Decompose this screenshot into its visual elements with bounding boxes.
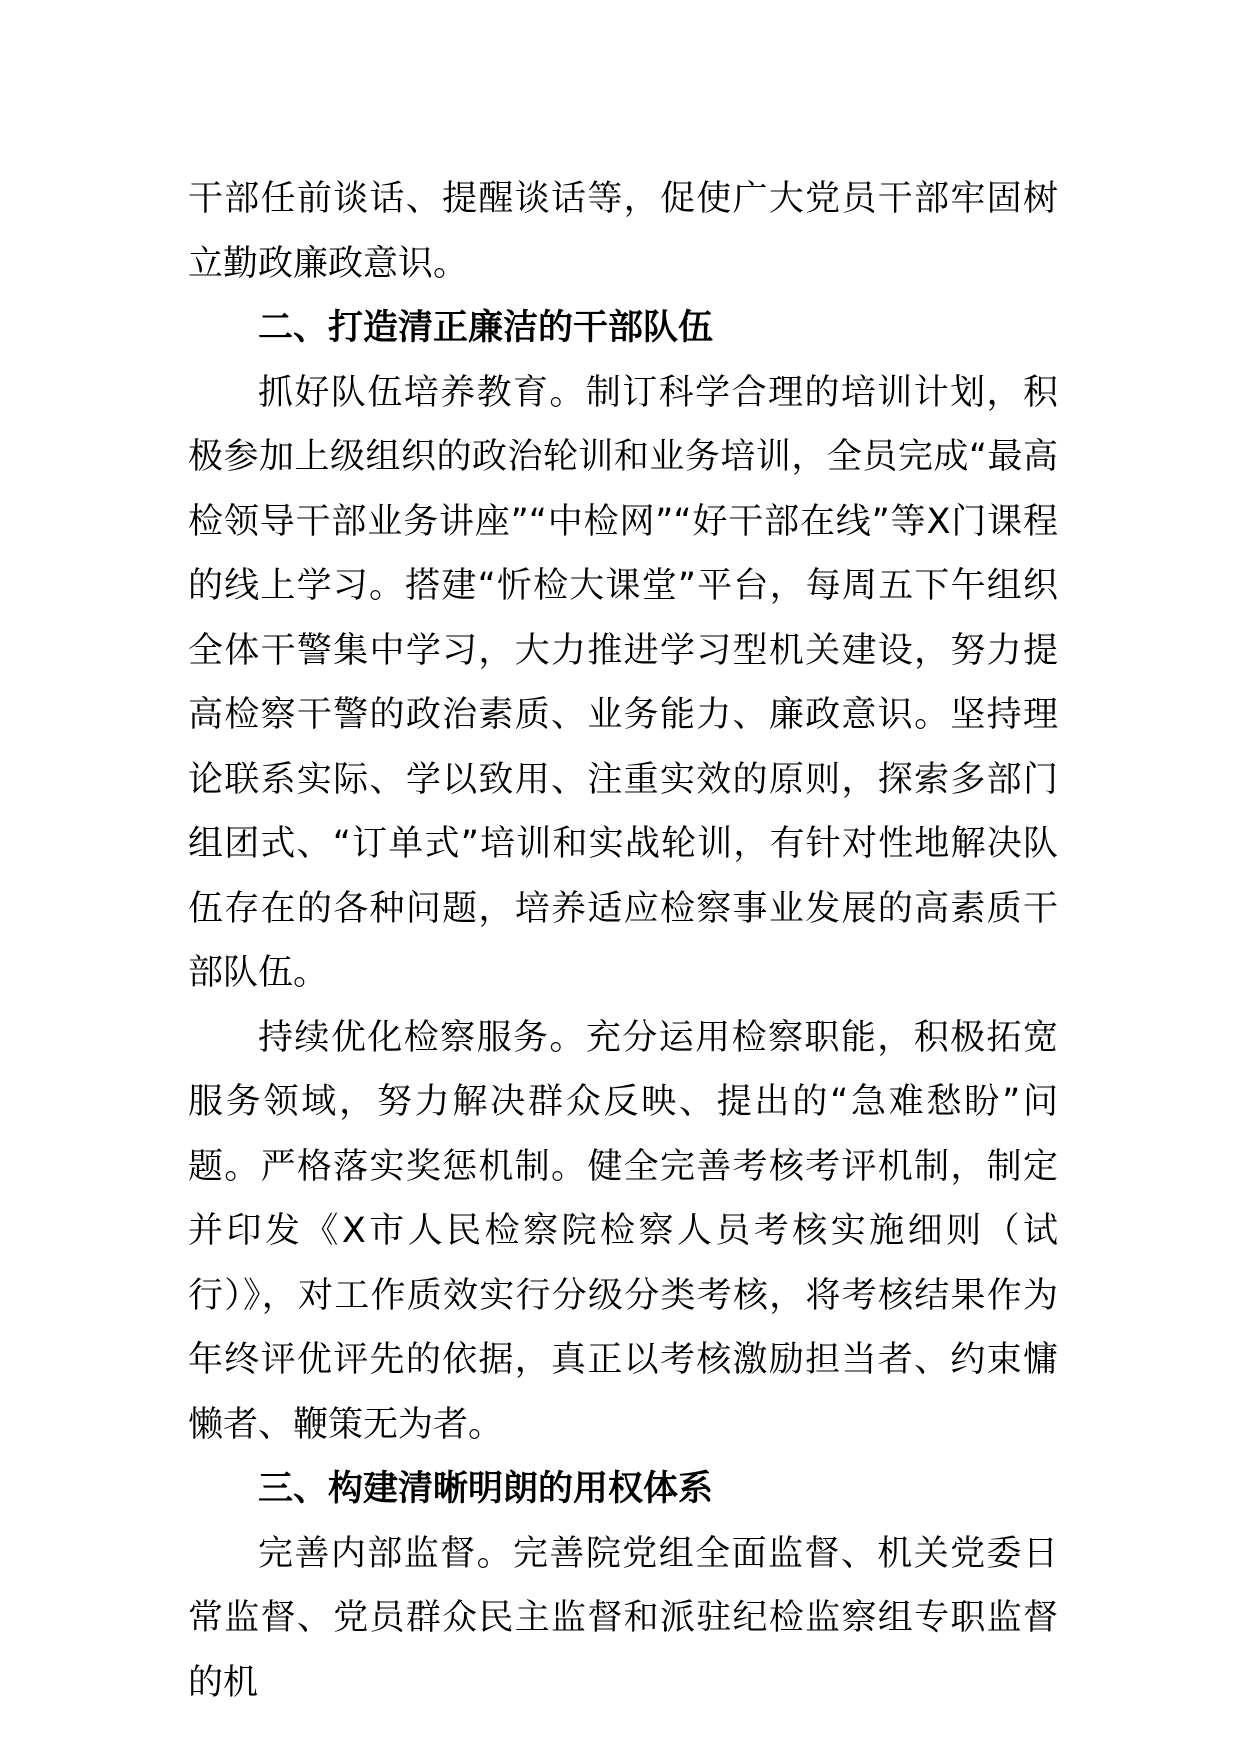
paragraph-supervision: 完善内部监督。完善院党组全面监督、机关党委日常监督、党员群众民主监督和派驻纪检监察组专职监督的机 [188,1533,1058,1703]
section-heading-3: 三、构建清晰明朗的用权体系 [258,1469,714,1509]
section-heading-2: 二、打造清正廉洁的干部队伍 [258,308,714,348]
document-body [188,167,1058,1715]
paragraph-continuation: 干部任前谈话、提醒谈话等，促使广大党员干部牢固树立勤政廉政意识。 [188,179,1058,284]
paragraph-service: 持续优化检察服务。充分运用检察职能，积极拓宽服务领域，努力解决群众反映、提出的“急难愁盼”问题。严格落实奖惩机制。健全完善考核考评机制，制定并印发《X市人民检察院检察人员考核实施细则（试行）》，对工作质效实行分级分类考核，将考核结果作为年终评优评先的依据，真正以考核激励担当者、约束慵懒者、鞭策无为者。 [188,1017,1058,1445]
paragraph-training: 抓好队伍培养教育。制订科学合理的培训计划，积极参加上级组织的政治轮训和业务培训，全员完成“最高检领导干部业务讲座”“中检网”“好干部在线”等X门课程的线上学习。搭建“忻检大课堂”平台，每周五下午组织全体干警集中学习，大力推进学习型机关建设，努力提高检察干警的政治素质、业务能力、廉政意识。坚持理论联系实际、学以致用、注重实效的原则，探索多部门组团式、“订单式”培训和实战轮训，有针对性地解决队伍存在的各种问题，培养适应检察事业发展的高素质干部队伍。 [188,372,1058,993]
